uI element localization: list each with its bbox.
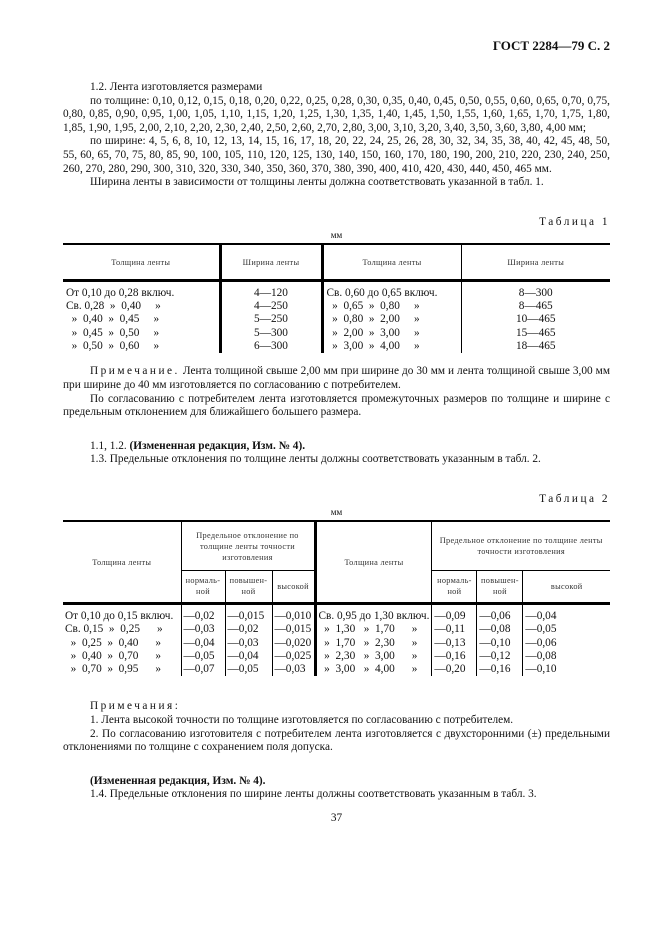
col-header-thickness: Толщина ленты [63, 521, 181, 603]
table1-unit: мм [330, 230, 343, 241]
table-cell: —0,09 [432, 603, 477, 623]
table-row [63, 650, 610, 663]
col-header-deviation: Предельное отклонение по толщине ленты точности изготовления [181, 521, 315, 570]
table-reference: Ширина ленты в зависимости от толщины ленты должна соответствовать указанной в табл. 1. [90, 176, 544, 189]
sub-header: повышен-ной [225, 570, 272, 603]
table-row [63, 300, 610, 313]
col-header-deviation: Предельное отклонение по толщине ленты точности изготовления [432, 521, 610, 570]
note-paragraph: По согласованию с потребителем лента изготовляется промежуточных размеров по толщине и ширине с предельным отклонением для ближайшего большего размера. [63, 392, 610, 419]
table-cell: —0,02 [225, 623, 272, 636]
col-header: Ширина ленты [507, 257, 565, 267]
table-cell: 5—250 [220, 313, 322, 326]
table-cell: » 0,70 » 0,95 » [63, 663, 181, 676]
table-cell: —0,06 [477, 603, 523, 623]
table-cell: —0,10 [525, 663, 557, 676]
note-1: 1. Лента высокой точности по толщине изготовляется по согласованию с потребителем. [90, 714, 514, 727]
table-cell: » 1,30 » 1,70 » [315, 623, 432, 636]
table-cell: —0,015 [272, 623, 315, 636]
table-cell: —0,05 [181, 650, 225, 663]
table-cell: » 1,70 » 2,30 » [315, 637, 432, 650]
table-cell: » 3,00 » 4,00 » [322, 340, 461, 353]
section-1-2 [63, 81, 610, 190]
table-cell: 4—120 [220, 280, 322, 300]
table-cell: —0,08 [525, 649, 557, 662]
table-cell: » 2,30 » 3,00 » [315, 650, 432, 663]
note-text: Лента толщиной свыше 2,00 мм при ширине до 30 мм и лента толщиной свыше 3,00 мм при ширине до 40 мм изготовляется по согласованию с потребителем. [63, 365, 610, 391]
table-cell: 8—300 [518, 286, 553, 299]
table-row [63, 340, 610, 353]
edit-prefix: 1.1, 1.2. [90, 439, 130, 452]
table-cell: —0,020 [272, 637, 315, 650]
notes-label: Примечания: [90, 700, 181, 713]
table-cell: —0,06 [525, 636, 557, 649]
table-cell: » 0,65 » 0,80 » [322, 300, 461, 313]
table-1 [63, 243, 610, 353]
note-label: Примечание. [90, 365, 180, 378]
table-cell: —0,08 [477, 623, 523, 636]
table-cell: Св. 0,28 » 0,40 » [63, 300, 220, 313]
table-row [63, 663, 610, 676]
sub-header: нормаль-ной [432, 570, 477, 603]
table-cell: —0,20 [432, 663, 477, 676]
table-row [63, 313, 610, 326]
table-cell: 5—300 [220, 327, 322, 340]
table-row [63, 637, 610, 650]
table-cell: —0,015 [225, 603, 272, 623]
table-2 [63, 520, 610, 676]
table2-notes [63, 700, 610, 754]
page-header: ГОСТ 2284—79 С. 2 [492, 38, 610, 53]
edit-note: (Измененная редакция, Изм. № 4). [90, 774, 266, 787]
section-1-4 [63, 775, 610, 802]
table-cell: 10—465 [515, 313, 556, 326]
table-cell: —0,12 [477, 650, 523, 663]
table-cell: —0,16 [477, 663, 523, 676]
table-row [63, 327, 610, 340]
col-header: Толщина ленты [63, 244, 220, 280]
table-cell: 18—465 [515, 340, 556, 353]
table-cell: —0,10 [477, 637, 523, 650]
section-1-3 [63, 440, 610, 467]
table-cell: 8—465 [518, 300, 553, 313]
table1-label: Таблица 1 [539, 215, 610, 228]
table-cell: » 0,50 » 0,60 » [63, 340, 220, 353]
table-cell: —0,02 [181, 603, 225, 623]
table-cell: —0,05 [225, 663, 272, 676]
table-cell: Св. 0,95 до 1,30 включ. [315, 603, 432, 623]
table-cell: —0,16 [432, 650, 477, 663]
section-title: 1.2. Лента изготовляется размерами [90, 81, 263, 93]
table1-notes [63, 365, 610, 419]
table-cell: —0,13 [432, 637, 477, 650]
sub-header: высокой [272, 570, 315, 603]
col-header-thickness: Толщина ленты [315, 521, 432, 603]
page-number: 37 [330, 812, 343, 825]
table2-label: Таблица 2 [539, 492, 610, 505]
table-cell: » 0,45 » 0,50 » [63, 327, 220, 340]
table-cell: » 0,40 » 0,70 » [63, 650, 181, 663]
table-cell: От 0,10 до 0,28 включ. [63, 280, 220, 300]
col-header: Толщина ленты [322, 244, 461, 280]
table-row [63, 603, 610, 623]
sub-header: повышен-ной [477, 570, 523, 603]
edit-note: (Измененная редакция, Изм. № 4). [129, 439, 306, 452]
table-cell: —0,025 [272, 650, 315, 663]
table-cell: Св. 0,60 до 0,65 включ. [322, 280, 461, 300]
table-cell: » 0,80 » 2,00 » [322, 313, 461, 326]
table-cell: —0,03 [225, 637, 272, 650]
table-cell: —0,04 [525, 609, 557, 622]
table-cell: —0,07 [181, 663, 225, 676]
table-cell: » 3,00 » 4,00 » [315, 663, 432, 676]
section-text: 1.3. Предельные отклонения по толщине ленты должны соответствовать указанным в табл. 2. [90, 453, 541, 466]
table-cell: От 0,10 до 0,15 включ. [63, 603, 181, 623]
table-cell: —0,04 [225, 650, 272, 663]
table-cell: 4—250 [220, 300, 322, 313]
width-list: по ширине: 4, 5, 6, 8, 10, 12, 13, 14, 15, 16, 17, 18, 20, 22, 24, 25, 26, 28, 30, 32, 34, 35, 38, 40, 42, 45, 48, 50, 55, 60, 65, 70, 75, 80, 85, 90, 100, 105, 110, 120, 125, 130, 140, 150, 160, 170, 180, 190, 200, 210, 220, 230, 240, 250, 260, 270, 280, 290, 300, 310, 320, 330, 340, 350, 360, 370, 380, 390, 400, 410, 420, 430, 440, 450, 465 мм. [63, 135, 610, 175]
thickness-list: по толщине: 0,10, 0,12, 0,15, 0,18, 0,20, 0,22, 0,25, 0,28, 0,30, 0,35, 0,40, 0,45, 0,50, 0,55, 0,60, 0,65, 0,70, 0,75, 0,80, 0,85, 0,90, 0,95, 1,00, 1,05, 1,10, 1,15, 1,20, 1,25, 1,30, 1,35, 1,40, 1,45, 1,50, 1,55, 1,60, 1,65, 1,70, 1,75, 1,80, 1,85, 1,90, 1,95, 2,00, 2,10, 2,20, 2,30, 2,40, 2,50, 2,60, 2,70, 2,80, 3,00, 3,10, 3,20, 3,40, 3,50, 3,60, 3,80, 4,00 мм; [63, 94, 610, 134]
table-cell: 6—300 [220, 340, 322, 353]
table-cell: —0,010 [272, 603, 315, 623]
table-cell: Св. 0,15 » 0,25 » [63, 623, 181, 636]
section-text: 1.4. Предельные отклонения по ширине ленты должны соответствовать указанным в табл. 3. [90, 788, 537, 801]
table-cell: —0,05 [525, 623, 557, 636]
table-cell: —0,11 [432, 623, 477, 636]
table-cell: » 2,00 » 3,00 » [322, 327, 461, 340]
table-cell: 15—465 [515, 326, 556, 339]
note-2: 2. По согласованию изготовителя с потребителем лента изготовляется с двухсторонними (±) предельными отклонениями по толщине с сохранением поля допуска. [63, 727, 610, 754]
sub-header: нормаль-ной [181, 570, 225, 603]
table-cell: —0,03 [272, 663, 315, 676]
table-row [63, 280, 610, 300]
sub-header: высокой [550, 581, 583, 591]
table2-unit: мм [330, 507, 343, 518]
table-cell: » 0,25 » 0,40 » [63, 637, 181, 650]
table-cell: —0,04 [181, 637, 225, 650]
table-cell: » 0,40 » 0,45 » [63, 313, 220, 326]
col-header: Ширина ленты [220, 244, 322, 280]
table-row [63, 623, 610, 636]
table-cell: —0,03 [181, 623, 225, 636]
